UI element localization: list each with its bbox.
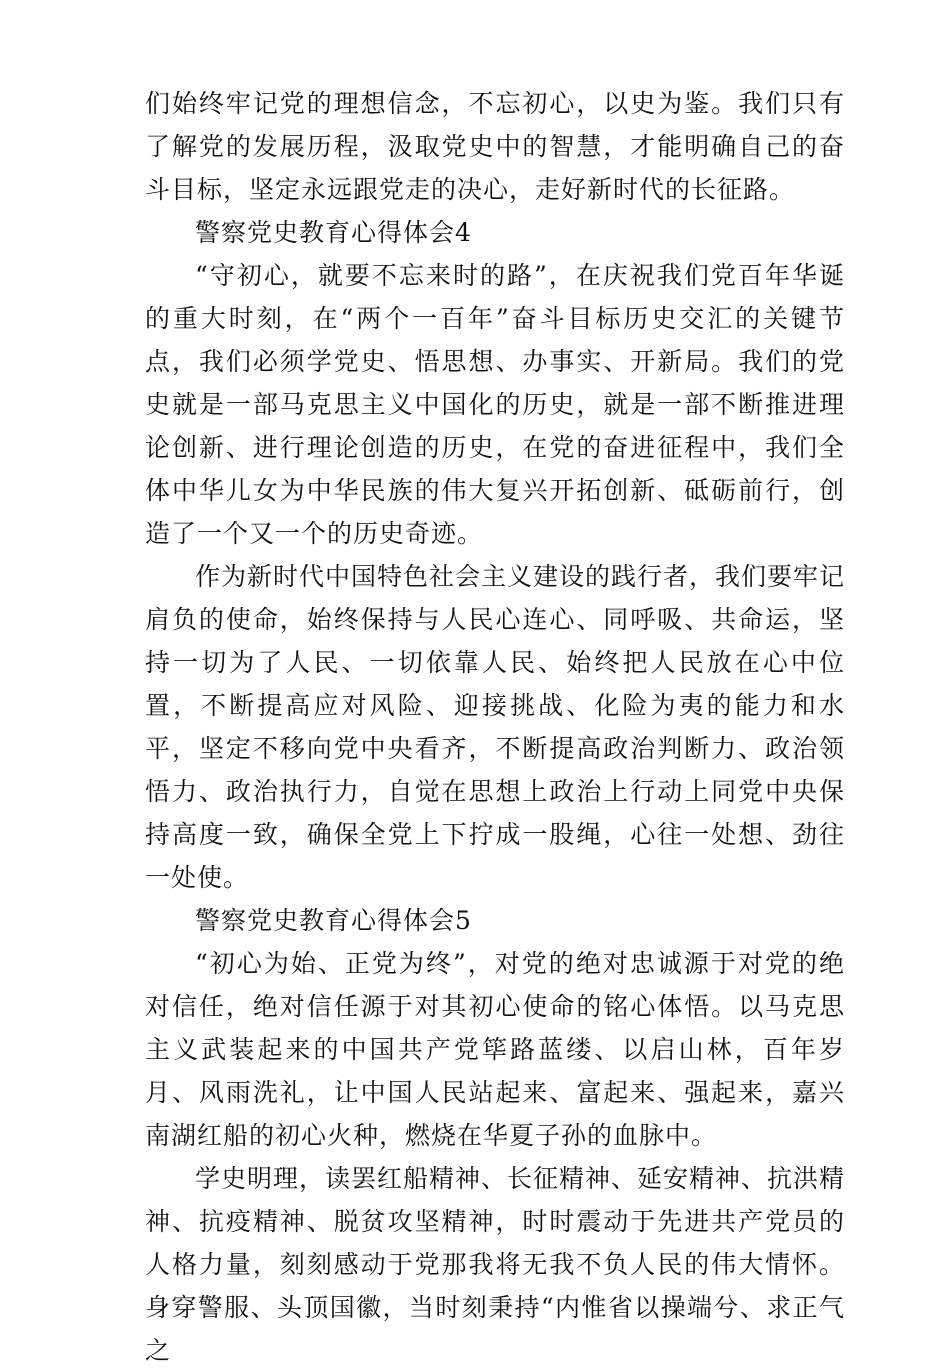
paragraph-continued: 们始终牢记党的理想信念，不忘初心，以史为鉴。我们只有了解党的发展历程，汲取党史中的智慧，才能明确自己的奋斗目标，坚定永远跟党走的决心，走好新时代的长征路。 <box>145 89 845 204</box>
paragraph: 学史明理，读罢红船精神、长征精神、延安精神、抗洪精神、抗疫精神、脱贫攻坚精神，时时震动于先进共产党员的人格力量，刻刻感动于党那我将无我不负人民的伟大情怀。身穿警服、头顶国徽，当时刻秉持“内惟省以操端兮、求正气之 <box>145 1164 846 1365</box>
document-body <box>145 82 845 1372</box>
paragraph: “守初心，就要不忘来时的路”，在庆祝我们党百年华诞的重大时刻，在“两个一百年”奋斗目标历史交汇的关键节点，我们必须学党史、悟思想、办事实、开新局。我们的党史就是一部马克思主义中国化的历史，就是一部不断推进理论创新、进行理论创造的历史，在党的奋进征程中，我们全体中华儿女为中华民族的伟大复兴开拓创新、砥砺前行，创造了一个又一个的历史奇迹。 <box>145 261 845 548</box>
section-heading-5: 警察党史教育心得体会5 <box>195 906 472 935</box>
paragraph: 作为新时代中国特色社会主义建设的践行者，我们要牢记肩负的使命，始终保持与人民心连心、同呼吸、共命运，坚持一切为了人民、一切依靠人民、始终把人民放在心中位置，不断提高应对风险、迎接挑战、化险为夷的能力和水平，坚定不移向党中央看齐，不断提高政治判断力、政治领悟力、政治执行力，自觉在思想上政治上行动上同党中央保持高度一致，确保全党上下拧成一股绳，心往一处想、劲往一处使。 <box>145 562 846 892</box>
section-heading-4: 警察党史教育心得体会4 <box>195 218 472 247</box>
paragraph: “初心为始、正党为终”，对党的绝对忠诚源于对党的绝对信任，绝对信任源于对其初心使命的铭心体悟。以马克思主义武装起来的中国共产党筚路蓝缕、以启山林，百年岁月、风雨洗礼，让中国人民站起来、富起来、强起来，嘉兴南湖红船的初心火种，燃烧在华夏子孙的血脉中。 <box>145 949 845 1150</box>
